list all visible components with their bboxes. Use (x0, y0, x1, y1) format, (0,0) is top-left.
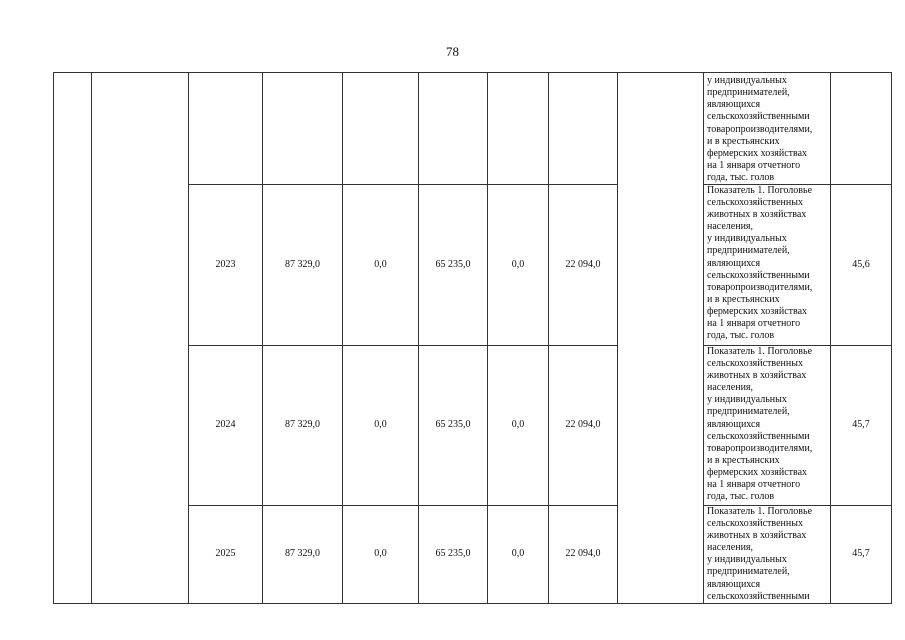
budget-table (53, 72, 892, 604)
local-cell (488, 73, 549, 185)
year-cell: 2025 (189, 506, 263, 604)
executor-cell (618, 73, 704, 604)
value-cell: 45,7 (831, 506, 892, 604)
number-cell (54, 73, 92, 604)
total-cell: 87 329,0 (263, 185, 343, 346)
indicator-cell (704, 185, 831, 346)
value-cell: 45,7 (831, 346, 892, 506)
indicator-text: у индивидуальных предпринимателей, являющихся сельскохозяйственными товаропроизводителями, и в крестьянских фермерских хозяйствах на 1 января отчетного года, тыс. голов (707, 75, 813, 183)
other-cell: 22 094,0 (549, 346, 618, 506)
other-cell (549, 73, 618, 185)
year-cell: 2023 (189, 185, 263, 346)
page-number: 78 (446, 44, 459, 59)
indicator-text: Показатель 1. Поголовье сельскохозяйственных животных в хозяйствах населения, у индивидуальных предпринимателей, являющихся сельскохозяйственными (707, 506, 813, 602)
other-cell: 22 094,0 (549, 185, 618, 346)
indicator-cell (704, 346, 831, 506)
total-cell (263, 73, 343, 185)
value-cell: 45,6 (831, 185, 892, 346)
regional-cell: 65 235,0 (419, 185, 488, 346)
regional-cell: 65 235,0 (419, 346, 488, 506)
total-cell: 87 329,0 (263, 506, 343, 604)
indicator-cell (704, 73, 831, 185)
local-cell: 0,0 (488, 185, 549, 346)
federal-cell: 0,0 (343, 346, 419, 506)
year-cell: 2024 (189, 346, 263, 506)
regional-cell: 65 235,0 (419, 506, 488, 604)
local-cell: 0,0 (488, 346, 549, 506)
local-cell: 0,0 (488, 506, 549, 604)
indicator-text: Показатель 1. Поголовье сельскохозяйственных животных в хозяйствах населения, у индивидуальных предпринимателей, являющихся сельскохозяйственными товаропроизводителями, и в крестьянских фермерских хозяйствах на 1 января отчетного года, тыс. голов (707, 185, 813, 342)
federal-cell: 0,0 (343, 506, 419, 604)
name-cell (92, 73, 189, 604)
regional-cell (419, 73, 488, 185)
federal-cell (343, 73, 419, 185)
table-row-continued (54, 73, 892, 185)
indicator-text: Показатель 1. Поголовье сельскохозяйственных животных в хозяйствах населения, у индивидуальных предпринимателей, являющихся сельскохозяйственными товаропроизводителями, и в крестьянских фермерских хозяйствах на 1 января отчетного года, тыс. голов (707, 346, 813, 503)
total-cell: 87 329,0 (263, 346, 343, 506)
federal-cell: 0,0 (343, 185, 419, 346)
value-cell (831, 73, 892, 185)
other-cell: 22 094,0 (549, 506, 618, 604)
indicator-cell (704, 506, 831, 604)
year-cell (189, 73, 263, 185)
